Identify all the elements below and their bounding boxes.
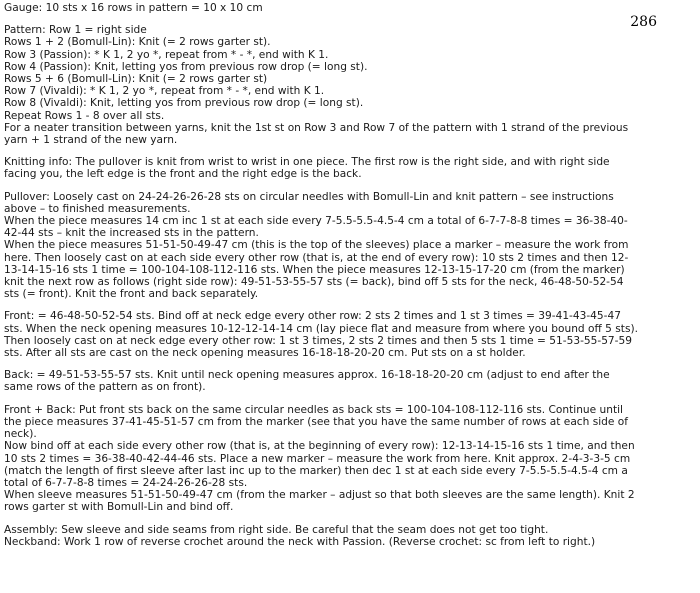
text-line: Pattern: Row 1 = right side xyxy=(4,24,147,37)
text-line: the piece measures 37-41-45-51-57 cm from the marker (see that you have the same number of rows at each side of xyxy=(4,415,629,428)
text-line: Row 8 (Vivaldi): Knit, letting yos from previous row drop (= long st). xyxy=(4,97,364,110)
text-line: 42-44 sts – knit the increased sts in the pattern. xyxy=(4,227,259,240)
text-line: Row 4 (Passion): Knit, letting yos from previous row drop (= long st). xyxy=(4,60,368,73)
text-line: Repeat Rows 1 - 8 over all sts. xyxy=(4,109,165,122)
text-line: 10 sts 2 times = 36-38-40-42-44-46 sts. Place a new marker – measure the work from here. Knit approx. 2-4-3-3-5 cm xyxy=(4,452,631,465)
text-line: sts (= front). Knit the front and back separately. xyxy=(4,288,259,301)
text-line: Then loosely cast on at neck edge every other row: 1 st 3 times, 2 sts 2 times and then 5 sts 1 time = 51-53-55-57-59 xyxy=(4,334,632,347)
text-line: sts. After all sts are cast on the neck opening measures 16-18-18-20-20 cm. Put sts on a st holder. xyxy=(4,347,526,360)
text-line: neck). xyxy=(4,428,37,441)
paragraph-gap xyxy=(4,394,696,404)
text-line: Neckband: Work 1 row of reverse crochet around the neck with Passion. (Reverse crochet: sc from left to right.) xyxy=(4,535,596,548)
paragraph-gap xyxy=(4,181,696,191)
text-line: Pullover: Loosely cast on 24-24-26-26-28 sts on circular needles with Bomull-Lin and knit pattern – see instructions xyxy=(4,190,614,203)
text-line: Rows 5 + 6 (Bomull-Lin): Knit (= 2 rows garter st) xyxy=(4,73,268,86)
text-line: total of 6-7-7-8-8 times = 24-24-26-26-28 sts. xyxy=(4,476,248,489)
text-line: When the piece measures 14 cm inc 1 st at each side every 7-5.5-5.5-4.5-4 cm a total of 6-7-7-8-8 times = 36-38-40- xyxy=(4,215,628,228)
text-line: rows garter st with Bomull-Lin and bind off. xyxy=(4,501,234,514)
text-line: When sleeve measures 51-51-50-49-47 cm (from the marker – adjust so that both sleeves are the same length). Knit 2 xyxy=(4,489,635,502)
text-line: here. Then loosely cast on at each side every other row (that is, at the end of every row): 10 sts 2 times and then 12- xyxy=(4,251,629,264)
text-line: Front + Back: Put front sts back on the same circular needles as back sts = 100-104-108-112-116 sts. Continue until xyxy=(4,403,623,416)
text-line: Front: = 46-48-50-52-54 sts. Bind off at neck edge every other row: 2 sts 2 times and 1 st 3 times = 39-41-43-45-47 xyxy=(4,310,621,323)
text-line: above – to finished measurements. xyxy=(4,202,191,215)
paragraph-gap xyxy=(4,146,696,156)
text-line: facing you, the left edge is the front and the right edge is the back. xyxy=(4,168,362,181)
text-line: sts. When the neck opening measures 10-12-12-14-14 cm (lay piece flat and measure from where you bound off 5 sts). xyxy=(4,322,638,335)
page-number: 286 xyxy=(630,14,657,30)
text-line: yarn + 1 strand of the new yarn. xyxy=(4,134,178,147)
text-line: Row 3 (Passion): * K 1, 2 yo *, repeat from * - *, end with K 1. xyxy=(4,48,329,61)
pattern-text xyxy=(4,2,696,548)
text-line: 13-14-15-16 sts 1 time = 100-104-108-112-116 sts. When the piece measures 12-13-15-17-20 cm (from the marker) xyxy=(4,263,625,276)
text-line: Back: = 49-51-53-55-57 sts. Knit until neck opening measures approx. 16-18-18-20-20 cm (adjust to end after the xyxy=(4,369,610,382)
text-line: Now bind off at each side every other row (that is, at the beginning of every row): 12-13-14-15-16 sts 1 time, and then xyxy=(4,440,635,453)
text-line: For a neater transition between yarns, knit the 1st st on Row 3 and Row 7 of the pattern with 1 strand of the previous xyxy=(4,121,629,134)
paragraph-gap xyxy=(4,359,696,369)
text-line: same rows of the pattern as on front). xyxy=(4,381,206,394)
text-line: Row 7 (Vivaldi): * K 1, 2 yo *, repeat from * - *, end with K 1. xyxy=(4,85,325,98)
text-line: Assembly: Sew sleeve and side seams from right side. Be careful that the seam does not get too tight. xyxy=(4,523,549,536)
text-line: Gauge: 10 sts x 16 rows in pattern = 10 x 10 cm xyxy=(4,2,263,14)
text-line: Rows 1 + 2 (Bomull-Lin): Knit (= 2 rows garter st). xyxy=(4,36,271,49)
paragraph-gap xyxy=(4,514,696,524)
paragraph-gap xyxy=(4,14,696,24)
text-line: When the piece measures 51-51-50-49-47 cm (this is the top of the sleeves) place a marker – measure the work from xyxy=(4,239,629,252)
text-line: knit the next row as follows (right side row): 49-51-53-55-57 sts (= back), bind off 5 sts for the neck, 46-48-50-52-54 xyxy=(4,276,624,289)
text-line: (match the length of first sleeve after last inc up to the marker) then dec 1 st at each side every 7-5.5-5.5-4.5-4 cm a xyxy=(4,464,628,477)
text-line: Knitting info: The pullover is knit from wrist to wrist in one piece. The first row is the right side, and with right side xyxy=(4,156,610,169)
paragraph-gap xyxy=(4,300,696,310)
